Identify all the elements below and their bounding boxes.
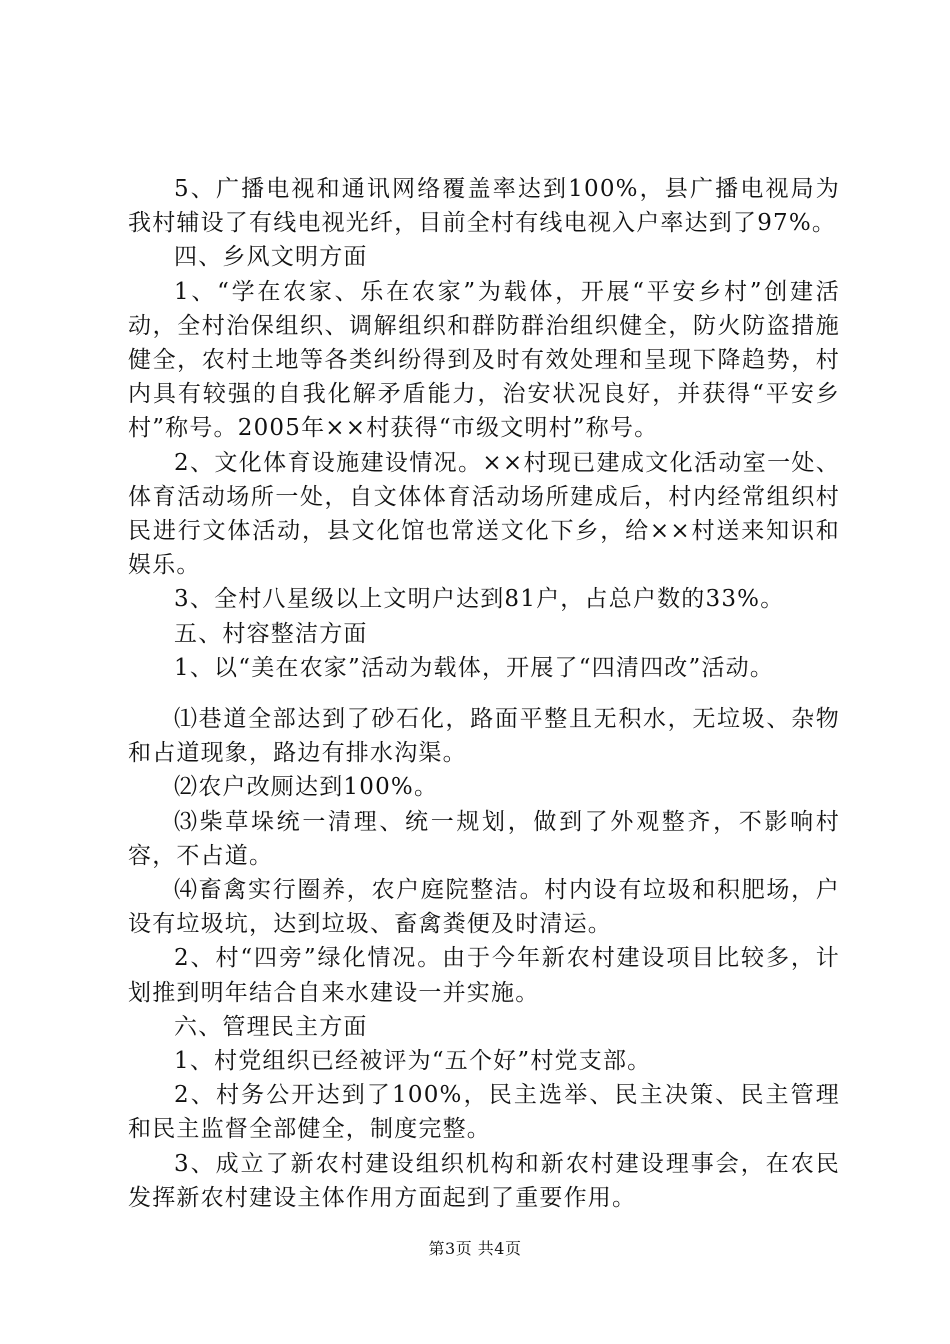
paragraph-civilized-households: 3、全村八星级以上文明户达到81户，占总户数的33%。 bbox=[174, 586, 785, 613]
paragraph-four-cleanups: 1、以“美在农家”活动为载体，开展了“四清四改”活动。 bbox=[174, 654, 775, 681]
section-heading-rural-civility: 四、乡风文明方面 bbox=[174, 244, 368, 271]
list-item-lanes: ⑴巷道全部达到了砂石化，路面平整且无积水，无垃圾、杂物和占道现象，路边有排水沟渠。 bbox=[128, 706, 840, 767]
list-item-firewood: ⑶柴草垛统一清理、统一规划，做到了外观整齐，不影响村容，不占道。 bbox=[128, 808, 840, 869]
list-item-toilets: ⑵农户改厕达到100%。 bbox=[174, 774, 439, 801]
paragraph-broadcast-coverage: 5、广播电视和通讯网络覆盖率达到100%，县广播电视局为我村辅设了有线电视光纤，目前全村有线电视入户率达到了97%。 bbox=[128, 176, 840, 237]
paragraph-culture-sports-facilities: 2、文化体育设施建设情况。××村现已建成文化活动室一处、体育活动场所一处，自文体体育活动场所建成后，村内经常组织村民进行文体活动，县文化馆也常送文化下乡，给××村送来知识和娱乐。 bbox=[128, 449, 840, 579]
list-item-livestock: ⑷畜禽实行圈养，农户庭院整洁。村内设有垃圾和积肥场，户设有垃圾坑，达到垃圾、畜禽粪便及时清运。 bbox=[128, 877, 840, 938]
document-body bbox=[128, 172, 840, 1215]
paragraph-greening: 2、村“四旁”绿化情况。由于今年新农村建设项目比较多，计划推到明年结合自来水建设一并实施。 bbox=[128, 945, 840, 1006]
paragraph-party-branch: 1、村党组织已经被评为“五个好”村党支部。 bbox=[174, 1048, 652, 1075]
section-heading-village-tidiness: 五、村容整洁方面 bbox=[174, 620, 368, 647]
section-heading-democratic-management: 六、管理民主方面 bbox=[174, 1013, 368, 1040]
page-number-footer: 第3页 共4页 bbox=[428, 1239, 522, 1258]
paragraph-village-affairs: 2、村务公开达到了100%，民主选举、民主决策、民主管理和民主监督全部健全，制度完整。 bbox=[128, 1082, 840, 1143]
paragraph-safe-village: 1、“学在农家、乐在农家”为载体，开展“平安乡村”创建活动，全村治保组织、调解组织和群防群治组织健全，防火防盗措施健全，农村土地等各类纠纷得到及时有效处理和呈现下降趋势，村内具有较强的自我化解矛盾能力，治安状况良好，并获得“平安乡村”称号。2005年××村获得“市级文明村”称号。 bbox=[128, 278, 840, 442]
paragraph-organization: 3、成立了新农村建设组织机构和新农村建设理事会，在农民发挥新农村建设主体作用方面起到了重要作用。 bbox=[128, 1150, 840, 1211]
